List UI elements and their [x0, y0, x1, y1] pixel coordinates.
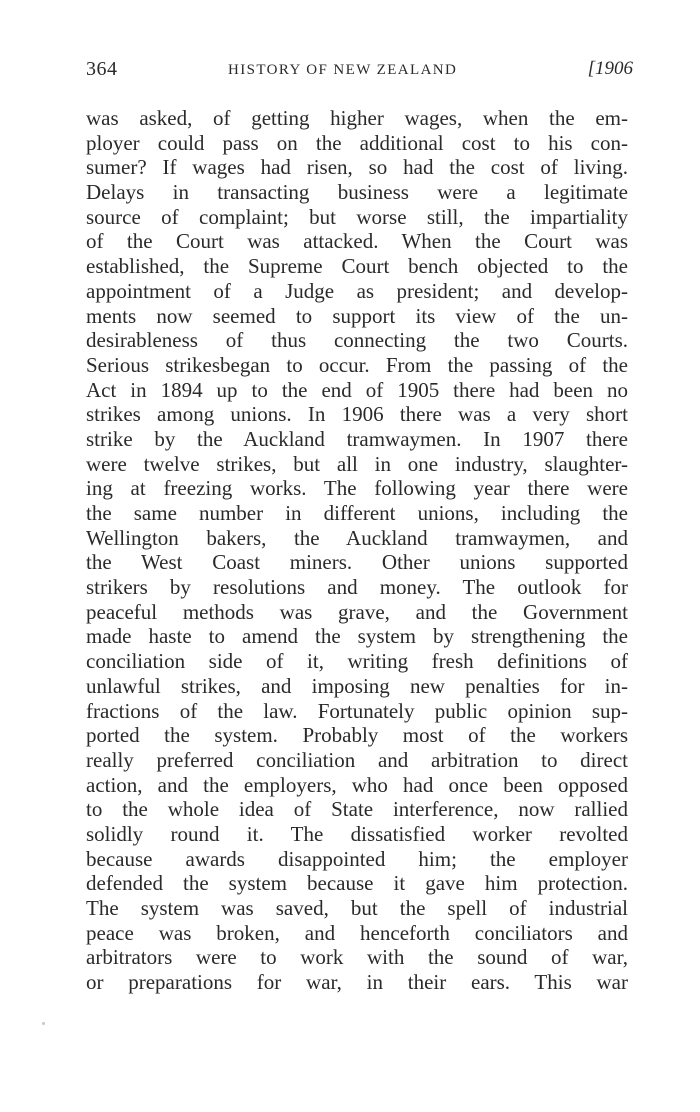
margin-speck [42, 1022, 45, 1025]
text-line: action, and the employers, who had once been opposed [86, 772, 628, 797]
text-line: fractions of the law. Fortunately public opinion sup- [86, 698, 628, 723]
text-line: ported the system. Probably most of the workers [86, 723, 628, 748]
text-line: were twelve strikes, but all in one industry, slaughter- [86, 451, 628, 476]
text-line: desirableness of thus connecting the two Courts. [86, 328, 628, 353]
text-line: of the Court was attacked. When the Court was [86, 229, 628, 254]
text-line: was asked, of getting higher wages, when the em- [86, 106, 628, 130]
text-line: The system was saved, but the spell of industrial [86, 896, 628, 920]
text-line: conciliation side of it, writing fresh definitions of [86, 649, 628, 674]
running-head [86, 58, 633, 88]
text-line: Act in 1894 up to the end of 1905 there had been no [86, 377, 628, 402]
running-year: [1906 [587, 58, 633, 79]
text-line: the same number in different unions, including the [86, 501, 628, 525]
text-line: strike by the Auckland tramwaymen. In 1907 there [86, 426, 628, 451]
text-line: because awards disappointed him; the employer [86, 846, 628, 871]
page-number: 364 [86, 58, 118, 80]
text-line: or preparations for war, in their ears. This war [86, 970, 628, 995]
text-line: strikes among unions. In 1906 there was a very short [86, 402, 628, 427]
text-line: appointment of a Judge as president; and develop- [86, 278, 628, 303]
text-line: unlawful strikes, and imposing new penalties for in- [86, 673, 628, 698]
text-line: ing at freezing works. The following year there were [86, 476, 628, 501]
running-title: HISTORY OF NEW ZEALAND [228, 62, 458, 78]
text-line: arbitrators were to work with the sound of war, [86, 945, 628, 970]
text-line: strikers by resolutions and money. The outlook for [86, 575, 628, 600]
text-line: Serious strikesbegan to occur. From the passing of the [86, 352, 628, 377]
text-line: defended the system because it gave him protection. [86, 871, 628, 896]
text-line: peaceful methods was grave, and the Government [86, 599, 628, 624]
text-line: made haste to amend the system by strengthening the [86, 624, 628, 649]
text-line: sumer? If wages had risen, so had the cost of living. [86, 155, 628, 180]
text-line: ployer could pass on the additional cost to his con- [86, 130, 628, 155]
text-line: Delays in transacting business were a legitimate [86, 180, 628, 205]
text-line: to the whole idea of State interference, now rallied [86, 797, 628, 822]
text-line: established, the Supreme Court bench objected to the [86, 254, 628, 279]
text-line: solidly round it. The dissatisfied worker revolted [86, 821, 628, 846]
text-line: ments now seemed to support its view of the un- [86, 303, 628, 328]
body-text [86, 106, 628, 995]
text-line: source of complaint; but worse still, the impartiality [86, 204, 628, 229]
text-line: really preferred conciliation and arbitration to direct [86, 747, 628, 772]
text-line: the West Coast miners. Other unions supported [86, 550, 628, 575]
text-line: peace was broken, and henceforth conciliators and [86, 920, 628, 945]
text-line: Wellington bakers, the Auckland tramwaymen, and [86, 525, 628, 550]
